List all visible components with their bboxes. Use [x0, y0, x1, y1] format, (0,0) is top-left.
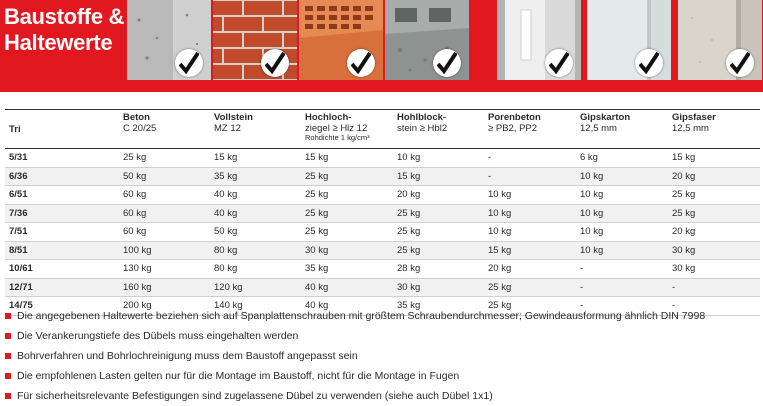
- table-cell: 6/36: [5, 167, 119, 186]
- column-header: Tri: [5, 110, 119, 149]
- table-cell: 10 kg: [484, 186, 576, 205]
- concrete-image: [127, 0, 211, 80]
- table-header: [5, 110, 760, 149]
- column-header: Beton C 20/25: [119, 110, 210, 149]
- bullet-icon: [5, 333, 11, 339]
- table-cell: 60 kg: [119, 204, 210, 223]
- bullet-icon: [5, 393, 11, 399]
- table-cell: -: [668, 297, 760, 316]
- table-cell: 25 kg: [119, 149, 210, 168]
- table-cell: 10 kg: [576, 223, 668, 242]
- header-banner: [0, 0, 763, 92]
- bullet-icon: [5, 373, 11, 379]
- column-header: Gipsfaser 12,5 mm: [668, 110, 760, 149]
- check-icon: [635, 49, 663, 77]
- table-cell: 5/31: [5, 149, 119, 168]
- table-cell: 10 kg: [576, 186, 668, 205]
- table-cell: 25 kg: [668, 204, 760, 223]
- table-cell: 40 kg: [301, 278, 393, 297]
- check-icon: [545, 49, 573, 77]
- table-cell: 25 kg: [393, 204, 484, 223]
- table-cell: 15 kg: [393, 167, 484, 186]
- note-item: Für sicherheitsrelevante Befestigungen sind zugelassene Dübel zu verwenden (siehe auch Dübel 1x1): [5, 386, 760, 406]
- table-cell: 25 kg: [301, 167, 393, 186]
- table-cell: 10 kg: [484, 223, 576, 242]
- note-item: Die empfohlenen Lasten gelten nur für die Montage im Baustoff, nicht für die Montage in Fugen: [5, 366, 760, 386]
- table-cell: 50 kg: [210, 223, 301, 242]
- table-cell: 30 kg: [668, 241, 760, 260]
- table-cell: 14/75: [5, 297, 119, 316]
- table-row: [5, 167, 760, 186]
- table-cell: 20 kg: [668, 167, 760, 186]
- table-cell: 25 kg: [484, 278, 576, 297]
- table-cell: 28 kg: [393, 260, 484, 279]
- table-cell: -: [576, 260, 668, 279]
- table-cell: 160 kg: [119, 278, 210, 297]
- table-cell: -: [576, 297, 668, 316]
- table-cell: 25 kg: [301, 223, 393, 242]
- aerated-concrete-image: [497, 0, 581, 80]
- table-cell: 25 kg: [393, 241, 484, 260]
- table-cell: 25 kg: [393, 223, 484, 242]
- table-cell: -: [576, 278, 668, 297]
- table-cell: 10/61: [5, 260, 119, 279]
- table-cell: 20 kg: [484, 260, 576, 279]
- check-icon: [261, 49, 289, 77]
- table-cell: 30 kg: [393, 278, 484, 297]
- notes-list: [5, 306, 760, 406]
- table-row: [5, 223, 760, 242]
- table-cell: 12/71: [5, 278, 119, 297]
- table-cell: 25 kg: [668, 186, 760, 205]
- table-cell: 10 kg: [576, 204, 668, 223]
- plasterboard-image: [587, 0, 671, 80]
- table-cell: -: [484, 149, 576, 168]
- table-cell: 20 kg: [668, 223, 760, 242]
- perforated-brick-image: [299, 0, 383, 80]
- title-line-1: Baustoffe &: [4, 4, 125, 29]
- table-row: [5, 260, 760, 279]
- table-cell: 6/51: [5, 186, 119, 205]
- table-cell: 40 kg: [210, 204, 301, 223]
- solid-brick-image: [213, 0, 297, 80]
- table-row: [5, 241, 760, 260]
- bullet-icon: [5, 353, 11, 359]
- table-cell: 15 kg: [484, 241, 576, 260]
- table-cell: 120 kg: [210, 278, 301, 297]
- table-cell: 7/36: [5, 204, 119, 223]
- check-icon: [433, 49, 461, 77]
- load-values-table: [5, 109, 760, 316]
- gypsum-fiber-image: [678, 0, 762, 80]
- bullet-icon: [5, 313, 11, 319]
- table-cell: 25 kg: [301, 186, 393, 205]
- note-item: Die Verankerungstiefe des Dübels muss eingehalten werden: [5, 326, 760, 346]
- table-cell: 40 kg: [301, 297, 393, 316]
- table-cell: -: [484, 167, 576, 186]
- table-cell: 6 kg: [576, 149, 668, 168]
- hollow-block-image: [385, 0, 469, 80]
- table-cell: 100 kg: [119, 241, 210, 260]
- table-row: [5, 278, 760, 297]
- table-row: [5, 204, 760, 223]
- table-cell: 15 kg: [668, 149, 760, 168]
- column-header: Hochloch- ziegel ≥ Hlz 12 Rohdichte 1 kg/cm³: [301, 110, 393, 149]
- table-cell: 80 kg: [210, 260, 301, 279]
- table-cell: 140 kg: [210, 297, 301, 316]
- table-cell: 8/51: [5, 241, 119, 260]
- table-cell: 30 kg: [668, 260, 760, 279]
- title-line-2: Haltewerte: [4, 30, 113, 55]
- table-cell: 30 kg: [301, 241, 393, 260]
- table-cell: 60 kg: [119, 186, 210, 205]
- page-title: [4, 4, 124, 56]
- table-cell: 50 kg: [119, 167, 210, 186]
- column-header: Gipskarton 12,5 mm: [576, 110, 668, 149]
- note-item: Bohrverfahren und Bohrlochreinigung muss dem Baustoff angepasst sein: [5, 346, 760, 366]
- table-cell: 200 kg: [119, 297, 210, 316]
- note-item: Die angegebenen Haltewerte beziehen sich auf Spanplattenschrauben mit größtem Schraubendurchmesser; Gewindeausformung ähnlich DIN 7998: [5, 306, 760, 326]
- check-icon: [726, 49, 754, 77]
- check-icon: [347, 49, 375, 77]
- table-cell: 10 kg: [576, 241, 668, 260]
- table-cell: 15 kg: [301, 149, 393, 168]
- table-cell: 10 kg: [393, 149, 484, 168]
- table-cell: 40 kg: [210, 186, 301, 205]
- table-cell: 15 kg: [210, 149, 301, 168]
- table-cell: -: [668, 278, 760, 297]
- table-row: [5, 186, 760, 205]
- table-cell: 10 kg: [484, 204, 576, 223]
- table-cell: 35 kg: [393, 297, 484, 316]
- table-cell: 35 kg: [301, 260, 393, 279]
- table-cell: 10 kg: [576, 167, 668, 186]
- table-cell: 25 kg: [301, 204, 393, 223]
- column-header: Porenbeton ≥ PB2, PP2: [484, 110, 576, 149]
- table-cell: 35 kg: [210, 167, 301, 186]
- table-cell: 80 kg: [210, 241, 301, 260]
- table-cell: 60 kg: [119, 223, 210, 242]
- column-header: Vollstein MZ 12: [210, 110, 301, 149]
- table-cell: 130 kg: [119, 260, 210, 279]
- check-icon: [175, 49, 203, 77]
- table-cell: 7/51: [5, 223, 119, 242]
- table-row: [5, 149, 760, 168]
- table-cell: 25 kg: [484, 297, 576, 316]
- column-header: Hohlblock- stein ≥ Hbl2: [393, 110, 484, 149]
- table-cell: 20 kg: [393, 186, 484, 205]
